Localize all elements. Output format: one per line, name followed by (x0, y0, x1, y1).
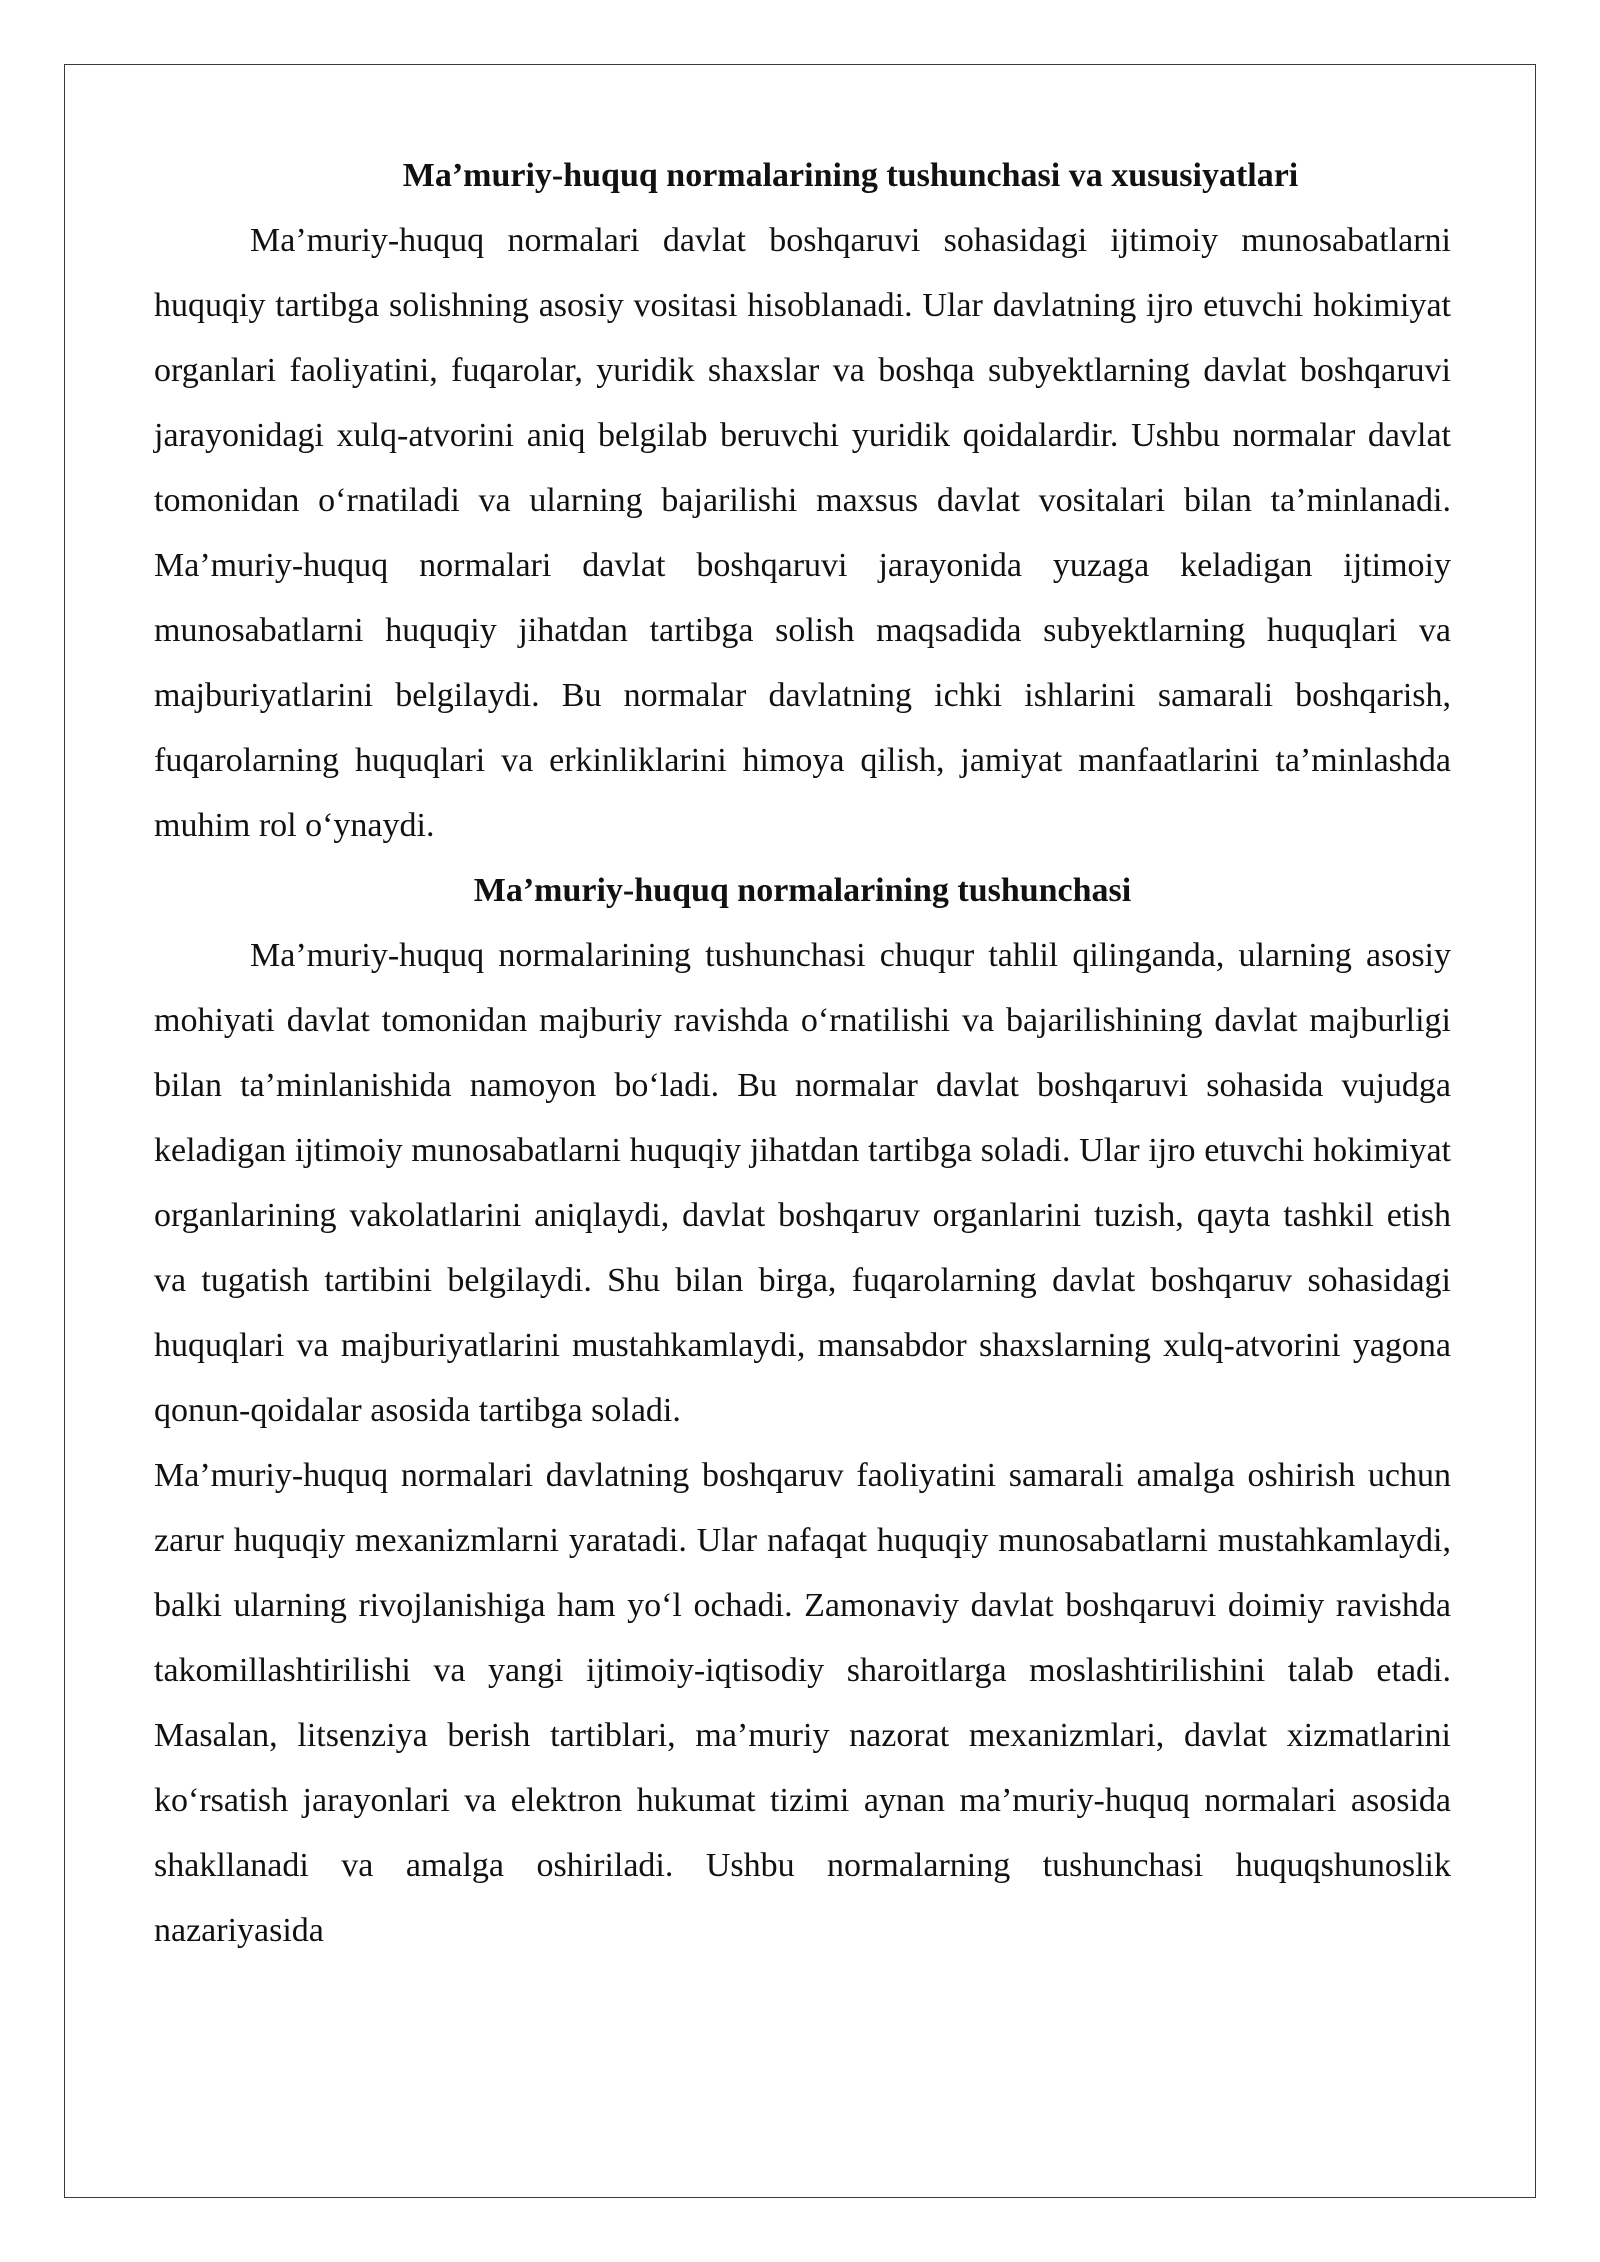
section-heading: Ma’muriy-huquq normalarining tushunchasi (473, 872, 1132, 909)
section-paragraph-2: Ma’muriy-huquq normalari davlatning boshqaruv faoliyatini samarali amalga oshirish uchun zarur huquqiy mexanizmlarni yaratadi. Ular nafaqat huquqiy munosabatlarni mustahkamlaydi, balki ularning rivojlanishiga ham yo‘l ochadi. Zamonaviy davlat boshqaruvi doimiy ravishda takomillashtirilishi va yangi ijtimoiy-iqtisodiy sharoitlarga moslashtirilishini talab etadi. Masalan, litsenziya berish tartiblari, ma’muriy nazorat mexanizmlari, davlat xizmatlarini ko‘rsatish jarayonlari va elektron hukumat tizimi aynan ma’muriy-huquq normalari asosida shakllanadi va amalga oshiriladi. Ushbu normalarning tushunchasi huquqshunoslik nazariyasida (154, 1457, 1451, 1949)
document-body (154, 143, 1451, 1963)
section-paragraph-1: Ma’muriy-huquq normalarining tushunchasi chuqur tahlil qilinganda, ularning asosiy mohiyati davlat tomonidan majburiy ravishda o‘rnatilishi va bajarilishining davlat majburligi bilan ta’minlanishida namoyon bo‘ladi. Bu normalar davlat boshqaruvi sohasida vujudga keladigan ijtimoiy munosabatlarni huquqiy jihatdan tartibga soladi. Ular ijro etuvchi hokimiyat organlarining vakolatlarini aniqlaydi, davlat boshqaruv organlarini tuzish, qayta tashkil etish va tugatish tartibini belgilaydi. Shu bilan birga, fuqarolarning davlat boshqaruv sohasidagi huquqlari va majburiyatlarini mustahkamlaydi, mansabdor shaxslarning xulq-atvorini yagona qonun-qoidalar asosida tartibga soladi. (154, 937, 1451, 1429)
intro-paragraph: Ma’muriy-huquq normalari davlat boshqaruvi sohasidagi ijtimoiy munosabatlarni huquqiy tartibga solishning asosiy vositasi hisoblanadi. Ular davlatning ijro etuvchi hokimiyat organlari faoliyatini, fuqarolar, yuridik shaxslar va boshqa subyektlarning davlat boshqaruvi jarayonidagi xulq-atvorini aniq belgilab beruvchi yuridik qoidalardir. Ushbu normalar davlat tomonidan o‘rnatiladi va ularning bajarilishi maxsus davlat vositalari bilan ta’minlanadi. Ma’muriy-huquq normalari davlat boshqaruvi jarayonida yuzaga keladigan ijtimoiy munosabatlarni huquqiy jihatdan tartibga solish maqsadida subyektlarning huquqlari va majburiyatlarini belgilaydi. Bu normalar davlatning ichki ishlarini samarali boshqarish, fuqarolarning huquqlari va erkinliklarini himoya qilish, jamiyat manfaatlarini ta’minlashda muhim rol o‘ynaydi. (154, 222, 1451, 844)
document-title: Ma’muriy-huquq normalarining tushunchasi va xususiyatlari (402, 157, 1299, 194)
